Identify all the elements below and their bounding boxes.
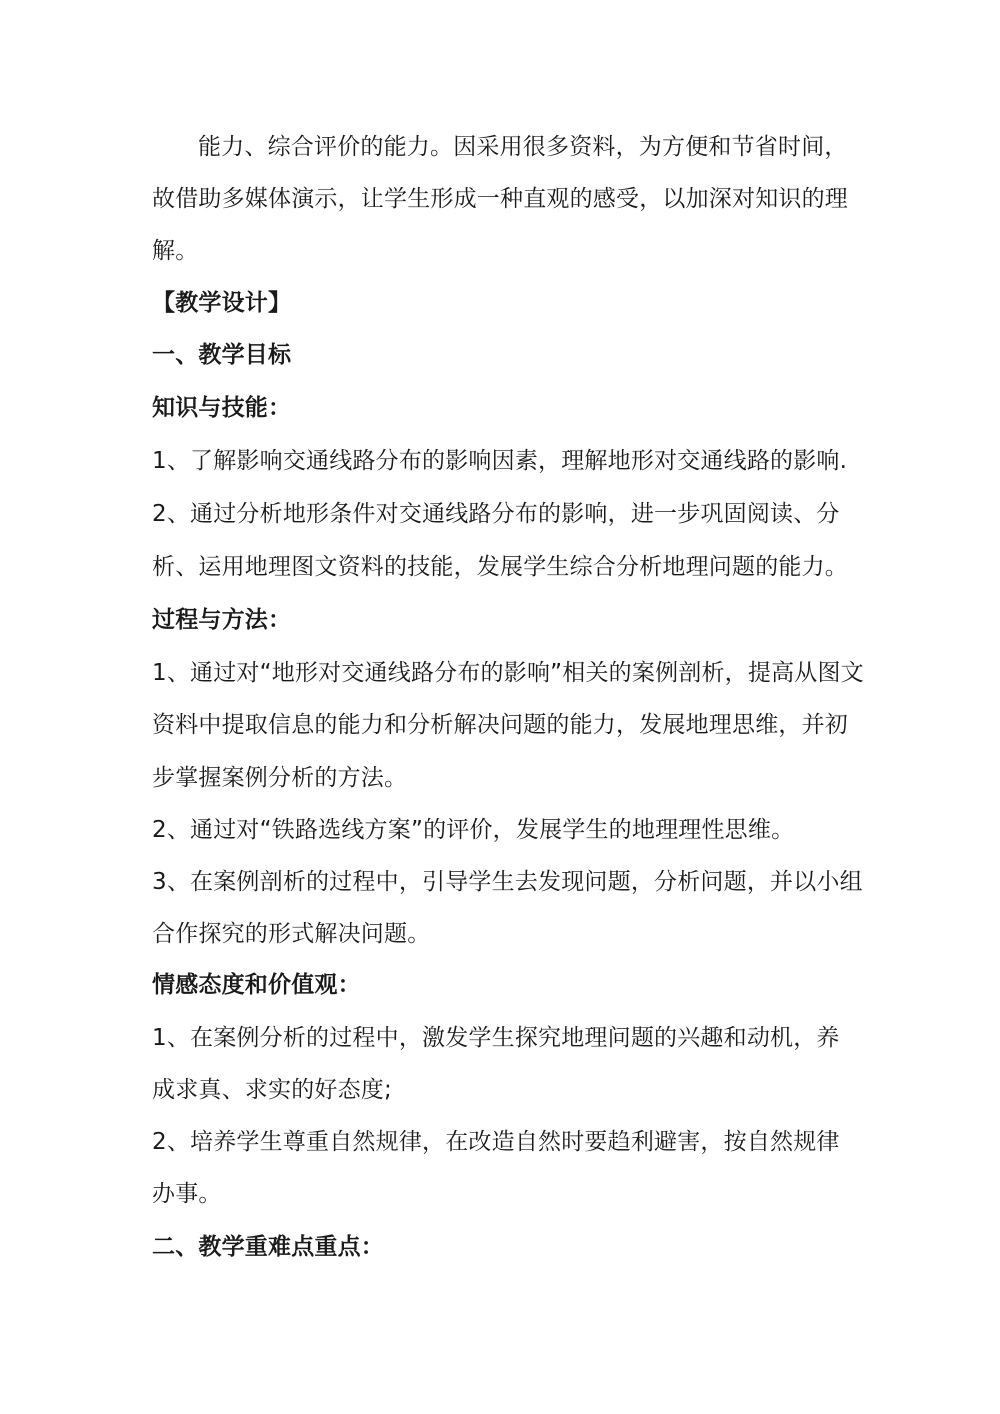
heading-emotion-values: 情感态度和价值观： (152, 972, 361, 998)
process-line-6: 合作探究的形式解决问题。 (152, 921, 431, 947)
heading-key-difficult-points: 二、教学重难点重点： (152, 1234, 384, 1260)
process-line-1: 1、通过对“地形对交通线路分布的影响”相关的案例剖析，提高从图文 (152, 660, 864, 686)
knowledge-line-3: 析、运用地理图文资料的技能，发展学生综合分析地理问题的能力。 (152, 554, 848, 580)
intro-line-2: 故借助多媒体演示，让学生形成一种直观的感受，以加深对知识的理 (152, 186, 848, 212)
section-title: 【教学设计】 (152, 290, 292, 316)
emotion-line-4: 办事。 (152, 1181, 222, 1207)
process-line-4: 2、通过对“铁路选线方案”的评价，发展学生的地理理性思维。 (152, 817, 795, 843)
emotion-line-2: 成求真、求实的好态度; (152, 1077, 392, 1103)
process-line-5: 3、在案例剖析的过程中，引导学生去发现问题，分析问题，并以小组 (152, 869, 863, 895)
process-line-2: 资料中提取信息的能力和分析解决问题的能力，发展地理思维，并初 (152, 712, 848, 738)
heading-teaching-goals: 一、教学目标 (152, 342, 292, 368)
emotion-line-1: 1、在案例分析的过程中，激发学生探究地理问题的兴趣和动机，养 (152, 1025, 840, 1051)
intro-line-1: 能力、综合评价的能力。因采用很多资料，为方便和节省时间， (198, 134, 848, 160)
intro-line-3: 解。 (152, 238, 199, 264)
process-line-3: 步掌握案例分析的方法。 (152, 765, 408, 791)
emotion-line-3: 2、培养学生尊重自然规律，在改造自然时要趋利避害，按自然规律 (152, 1129, 840, 1155)
knowledge-line-2: 2、通过分析地形条件对交通线路分布的影响，进一步巩固阅读、分 (152, 501, 840, 527)
knowledge-line-1: 1、了解影响交通线路分布的影响因素，理解地形对交通线路的影响. (152, 448, 848, 474)
heading-knowledge-skills: 知识与技能： (152, 395, 292, 421)
heading-process-methods: 过程与方法： (152, 607, 292, 633)
